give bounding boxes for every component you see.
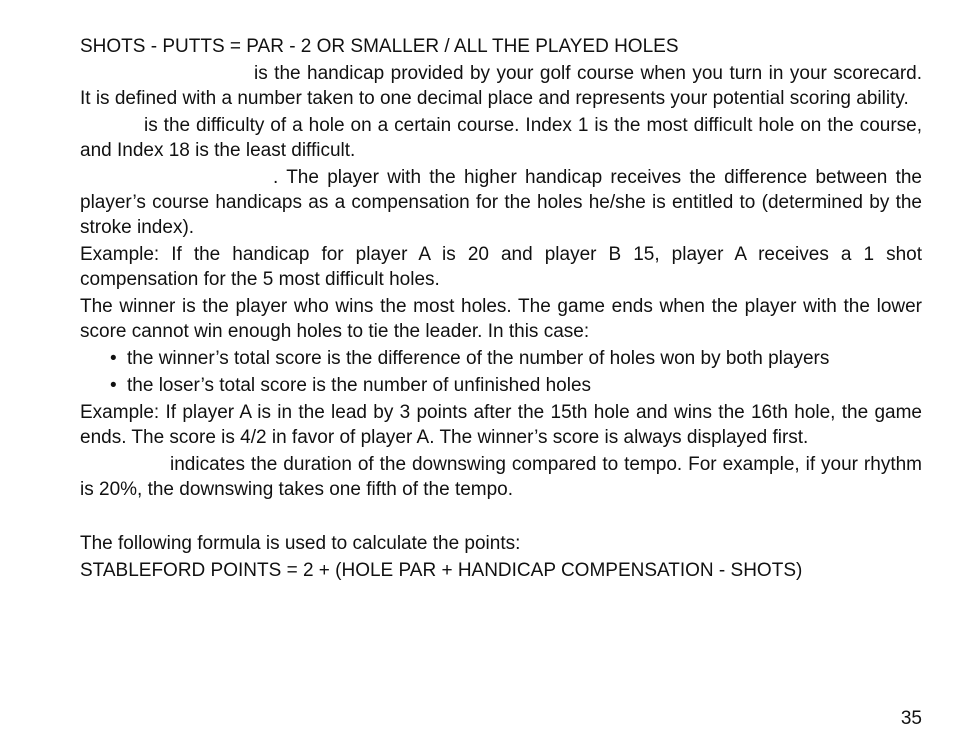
manual-page	[80, 34, 922, 585]
compensation-definition: . The player with the higher handicap receives the difference between the player’s course handicaps as a compensation for the holes he/she is entitled to (determined by the stroke index).	[80, 167, 922, 238]
rhythm-definition: indicates the duration of the downswing compared to tempo. For example, if your rhythm is 20%, the downswing takes one fifth of the tempo.	[80, 454, 922, 500]
list-item	[80, 346, 922, 371]
score-rules-list	[80, 346, 922, 398]
example-match: Example: If player A is in the lead by 3 points after the 15th hole and wins the 16th hole, the game ends. The score is 4/2 in favor of player A. The winner’s score is always displayed first.	[80, 402, 922, 448]
formula-line: SHOTS - PUTTS = PAR - 2 OR SMALLER / ALL THE PLAYED HOLES	[80, 36, 679, 57]
handicap-definition: is the handicap provided by your golf course when you turn in your scorecard. It is defined with a number taken to one decimal place and represents your potential scoring ability.	[80, 63, 922, 109]
formula-intro: The following formula is used to calculate the points:	[80, 533, 521, 554]
page-number: 35	[900, 708, 922, 729]
spacer	[80, 504, 922, 531]
example-handicap: Example: If the handicap for player A is 20 and player B 15, player A receives a 1 shot compensation for the 5 most difficult holes.	[80, 244, 922, 290]
list-item	[80, 373, 922, 398]
list-item-text: the winner’s total score is the difference of the number of holes won by both players	[127, 348, 830, 369]
bullet-icon: •	[110, 348, 117, 369]
list-item-text: the loser’s total score is the number of unfinished holes	[127, 375, 592, 396]
stableford-formula: STABLEFORD POINTS = 2 + (HOLE PAR + HANDICAP COMPENSATION - SHOTS)	[80, 560, 803, 581]
bullet-icon: •	[110, 375, 117, 396]
index-definition: is the difficulty of a hole on a certain course. Index 1 is the most difficult hole on the course, and Index 18 is the least difficult.	[80, 115, 922, 161]
winner-paragraph: The winner is the player who wins the most holes. The game ends when the player with the lower score cannot win enough holes to tie the leader. In this case:	[80, 296, 922, 342]
